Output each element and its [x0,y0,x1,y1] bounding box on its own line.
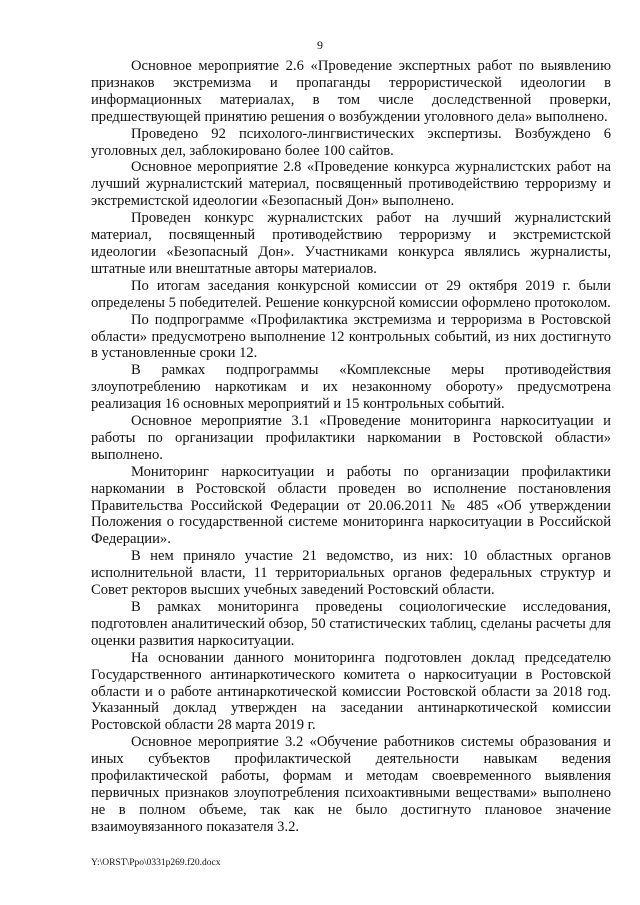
paragraph: Основное мероприятие 3.1 «Проведение мониторинга наркоситуации и работы по организации профилактики наркомании в Ростовской области» выполнено. [91,413,611,463]
paragraph: Основное мероприятие 3.2 «Обучение работников системы образования и иных субъектов профилактической деятельности навыкам ведения профилактической работы, формам и методам своевременного выявления первичных признаков злоупотребления психоактивными веществами» выполнено не в полном объеме, так как не было достигнуто плановое значение взаимоувязанного показателя 3.2. [91,734,611,835]
paragraph: Проведено 92 психолого-лингвистических экспертизы. Возбуждено 6 уголовных дел, заблокировано более 100 сайтов. [91,125,611,159]
paragraph: В рамках мониторинга проведены социологические исследования, подготовлен аналитический обзор, 50 статистических таблиц, сделаны расчеты для оценки развития наркоситуации. [91,599,611,649]
paragraph: Проведен конкурс журналистских работ на лучший журналистский материал, посвященный противодействию терроризму и экстремистской идеологии «Безопасный Дон». Участниками конкурса являлись журналисты, штатные или внештатные авторы материалов. [91,210,611,277]
paragraph: Основное мероприятие 2.8 «Проведение конкурса журналистских работ на лучший журналистский материал, посвященный противодействию терроризму и экстремистской идеологии «Безопасный Дон» выполнено. [91,159,611,210]
footer-file-path: Y:\ORST\Ppo\0331p269.f20.docx [91,858,221,868]
paragraph: По подпрограмме «Профилактика экстремизма и терроризма в Ростовской области» предусмотрено выполнение 12 контрольных событий, из них достигнуто в установленные сроки 12. [91,311,611,362]
paragraph: На основании данного мониторинга подготовлен доклад председателю Государственного антинаркотического комитета о наркоситуации в Ростовской области и о работе антинаркотической комиссии Ростовской области за 2018 год. Указанный доклад утвержден на заседании антинаркотической комиссии Ростовской области 28 марта 2019 г. [91,649,611,734]
document-body [91,58,611,836]
paragraph: В нем приняло участие 21 ведомство, из них: 10 областных органов исполнительной власти, 11 территориальных органов федеральных структур и Совет ректоров высших учебных заведений Ростовский области. [91,548,611,599]
paragraph: По итогам заседания конкурсной комиссии от 29 октября 2019 г. были определены 5 победителей. Решение конкурсной комиссии оформлено протоколом. [91,277,611,311]
paragraph: Мониторинг наркоситуации и работы по организации профилактики наркомании в Ростовской области проведен во исполнение постановления Правительства Российской Федерации от 20.06.2011 № 485 «Об утверждении Положения о государственной системе мониторинга наркоситуации в Российской Федерации». [91,463,611,548]
paragraph: Основное мероприятие 2.6 «Проведение экспертных работ по выявлению признаков экстремизма и пропаганды террористической идеологии в информационных материалах, в том числе доследственной проверки, предшествующей принятию решения о возбуждении уголовного дела» выполнено. [91,58,611,125]
page-number: 9 [317,38,323,52]
paragraph: В рамках подпрограммы «Комплексные меры противодействия злоупотреблению наркотикам и их незаконному обороту» предусмотрена реализация 16 основных мероприятий и 15 контрольных событий. [91,362,611,413]
